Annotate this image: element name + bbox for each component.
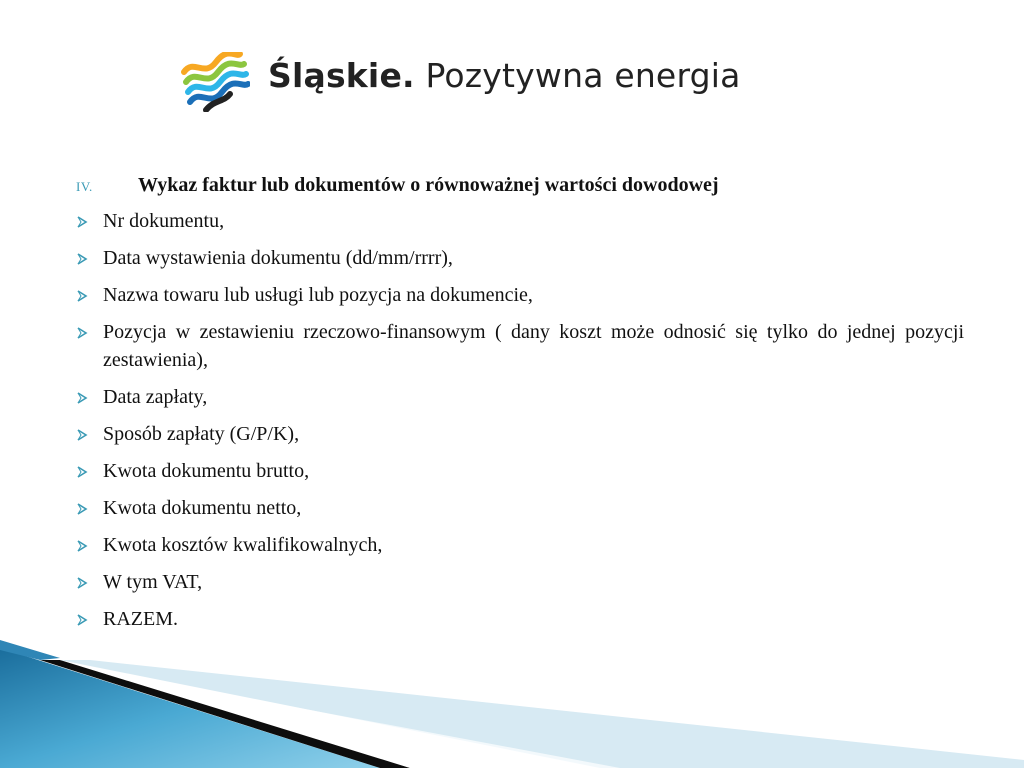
slide-content: [76, 174, 964, 642]
list-item: [76, 494, 964, 522]
chevron-right-icon: [76, 327, 88, 339]
list-item-text: Kwota dokumentu netto,: [103, 497, 302, 519]
chevron-right-icon: [76, 253, 88, 265]
list-item-text: Data wystawienia dokumentu (dd/mm/rrrr),: [103, 247, 453, 269]
chevron-right-icon: [76, 614, 88, 626]
chevron-right-icon: [76, 392, 88, 404]
chevron-right-icon: [76, 466, 88, 478]
list-item-text: Nazwa towaru lub usługi lub pozycja na dokumencie,: [103, 284, 533, 306]
wave-stripes-logo-icon: [180, 52, 250, 112]
list-item-text: Nr dokumentu,: [103, 210, 225, 232]
list-item: [76, 420, 964, 448]
section-title: Wykaz faktur lub dokumentów o równoważnej wartości dowodowej: [138, 174, 719, 196]
list-item: [76, 383, 964, 411]
list-item: [76, 207, 964, 235]
list-item: [76, 568, 964, 596]
chevron-right-icon: [76, 503, 88, 515]
list-item: [76, 605, 964, 633]
list-item: [76, 244, 964, 272]
list-item-text: Pozycja w zestawieniu rzeczowo-finansowym ( dany koszt może odnosić się tylko do jednej pozycji zestawienia),: [103, 321, 964, 371]
logo-tagline: Pozytywna energia: [425, 56, 741, 95]
section-number: IV.: [76, 179, 93, 194]
chevron-right-icon: [76, 540, 88, 552]
chevron-right-icon: [76, 216, 88, 228]
chevron-right-icon: [76, 429, 88, 441]
section-heading: [76, 174, 964, 197]
list-item: [76, 457, 964, 485]
logo-text: [268, 56, 741, 95]
chevron-right-icon: [76, 290, 88, 302]
list-item-text: Sposób zapłaty (G/P/K),: [103, 423, 300, 445]
list-item-text: RAZEM.: [103, 608, 178, 630]
logo-brand: Śląskie.: [268, 56, 415, 95]
list-item-text: Data zapłaty,: [103, 386, 208, 408]
list-item-text: Kwota dokumentu brutto,: [103, 460, 310, 482]
header-logo: [180, 50, 760, 112]
list-item: [76, 318, 964, 374]
chevron-right-icon: [76, 577, 88, 589]
list-item-text: W tym VAT,: [103, 571, 203, 593]
requirements-list: [76, 207, 964, 633]
list-item: [76, 281, 964, 309]
list-item: [76, 531, 964, 559]
list-item-text: Kwota kosztów kwalifikowalnych,: [103, 534, 383, 556]
slide-decoration-swoosh: [0, 640, 1024, 768]
